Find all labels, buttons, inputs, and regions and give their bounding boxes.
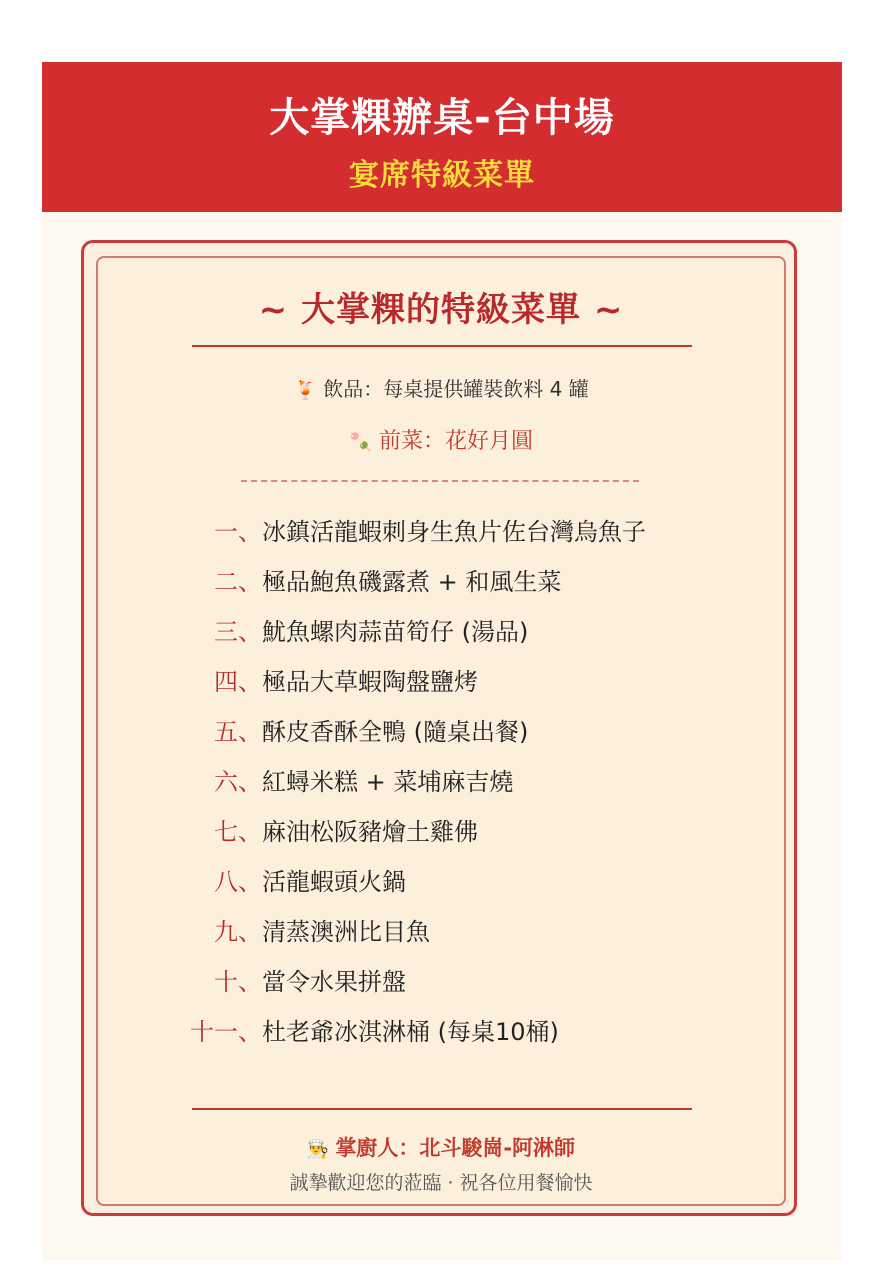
dish-item [140,612,780,648]
dish-item [140,1012,780,1048]
dish-number: 三 [214,618,238,646]
dish-separator: 、 [238,718,262,746]
page-title: 大掌粿辦桌-台中場 [269,95,615,141]
dish-number: 一 [214,518,238,546]
dish-name: 清蒸澳洲比目魚 [262,918,430,946]
dish-number: 十一 [190,1018,238,1046]
dish-name: 當令水果拼盤 [262,968,406,996]
dish-separator: 、 [238,668,262,696]
dish-number: 八 [214,868,238,896]
drink-text: 飲品：每桌提供罐裝飲料 4 罐 [323,377,589,401]
dish-item [140,662,780,698]
dish-separator: 、 [238,768,262,796]
dish-separator: 、 [238,568,262,596]
dish-separator: 、 [238,868,262,896]
appetizer-text: 前菜：花好月圓 [378,429,533,454]
dish-item [140,712,780,748]
dish-number: 二 [214,568,238,596]
appetizer-line [96,424,786,455]
chef-line [96,1132,786,1162]
dish-name: 紅蟳米糕 + 菜埔麻吉燒 [262,768,514,796]
dashed-divider [241,480,639,482]
dish-name: 冰鎮活龍蝦刺身生魚片佐台灣烏魚子 [262,518,646,546]
dish-separator: 、 [238,1018,262,1046]
dish-item [140,812,780,848]
dish-separator: 、 [238,618,262,646]
cocktail-icon: 🍹 [294,380,317,401]
top-divider [192,345,692,347]
dish-number: 九 [214,918,238,946]
footer-note: 誠摯歡迎您的蒞臨 · 祝各位用餐愉快 [289,1172,593,1194]
dish-item [140,962,780,998]
dish-name: 活龍蝦頭火鍋 [262,868,406,896]
dish-item [140,912,780,948]
dango-icon: 🍡 [349,432,373,453]
dish-number: 五 [214,718,238,746]
dish-separator: 、 [238,518,262,546]
dish-name: 麻油松阪豬燴土雞佛 [262,818,478,846]
dish-separator: 、 [238,918,262,946]
dish-separator: 、 [238,818,262,846]
dish-separator: 、 [238,968,262,996]
dish-item [140,862,780,898]
chef-text: 掌廚人：北斗駿崗-阿淋師 [335,1136,576,1160]
chef-icon: 👨‍🍳 [306,1139,330,1160]
dish-name: 杜老爺冰淇淋桶 (每桌10桶) [262,1018,559,1046]
dish-number: 十 [214,968,238,996]
dish-number: 六 [214,768,238,796]
drink-line [96,373,786,402]
menu-card-title: ~ 大掌粿的特級菜單 ~ [258,290,624,330]
dish-name: 極品鮑魚磯露煮 + 和風生菜 [262,568,562,596]
dish-item [140,762,780,798]
dish-name: 魷魚螺肉蒜苗筍仔 (湯品) [262,618,529,646]
bottom-divider [192,1108,692,1110]
dish-name: 酥皮香酥全鴨 (隨桌出餐) [262,718,529,746]
page-subtitle: 宴席特級菜單 [349,158,535,193]
dish-name: 極品大草蝦陶盤鹽烤 [262,668,478,696]
dish-item [140,512,780,548]
header-banner [42,62,842,212]
dish-number: 四 [214,668,238,696]
dish-number: 七 [214,818,238,846]
dish-item [140,562,780,598]
